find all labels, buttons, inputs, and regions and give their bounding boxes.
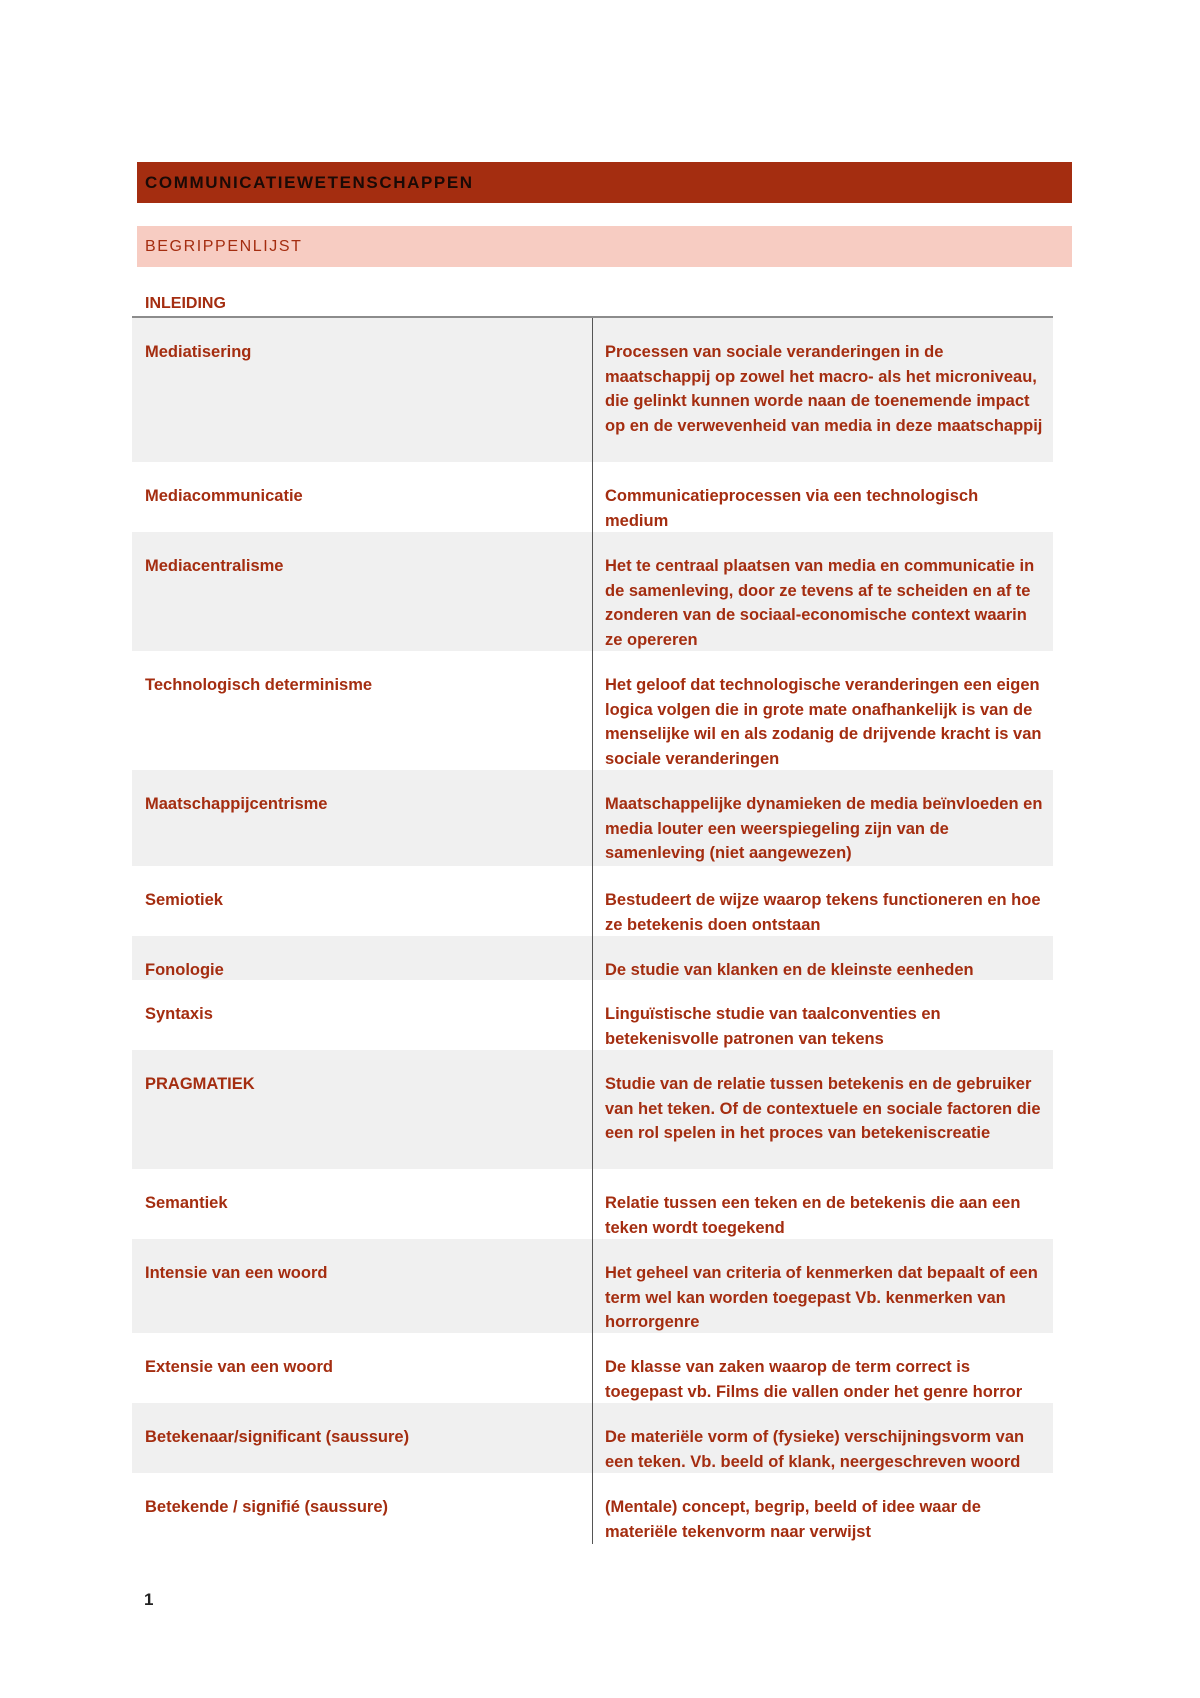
term-cell: Betekende / signifié (saussure) — [145, 1498, 388, 1516]
term-cell: Betekenaar/significant (saussure) — [145, 1428, 410, 1446]
definition-cell: Studie van de relatie tussen betekenis en de gebruiker van het teken. Of de contextuele en sociale factoren die een rol spelen in het proces van betekeniscreatie — [605, 1075, 1041, 1142]
document-title: COMMUNICATIEWETENSCHAPPEN — [145, 172, 474, 192]
definition-cell: De materiële vorm of (fysieke) verschijningsvorm van een teken. Vb. beeld of klank, neergeschreven woord — [605, 1428, 1025, 1471]
term-cell: Intensie van een woord — [145, 1264, 328, 1282]
definition-cell: Linguïstische studie van taalconventies en betekenisvolle patronen van tekens — [605, 1005, 941, 1048]
definition-cell: Communicatieprocessen via een technologisch medium — [605, 487, 979, 530]
definition-cell: Bestudeert de wijze waarop tekens functioneren en hoe ze betekenis doen ontstaan — [605, 891, 1041, 934]
term-cell: Syntaxis — [145, 1005, 213, 1023]
definition-cell: Het geheel van criteria of kenmerken dat bepaalt of een term wel kan worden toegepast Vb. kenmerken van horrorgenre — [605, 1264, 1038, 1331]
term-cell: Maatschappijcentrisme — [145, 795, 328, 813]
term-cell: PRAGMATIEK — [145, 1075, 255, 1093]
term-cell: Mediacommunicatie — [145, 487, 303, 505]
definition-cell: Het geloof dat technologische veranderingen een eigen logica volgen die in grote mate onafhankelijk is van de menselijke wil en als zodanig de drijvende kracht is van sociale veranderingen — [605, 676, 1042, 768]
term-cell: Mediatisering — [145, 343, 252, 361]
definition-cell: Het te centraal plaatsen van media en communicatie in de samenleving, door ze tevens af te scheiden en af te zonderen van de sociaal-economische context waarin ze opereren — [605, 557, 1035, 649]
definition-cell: (Mentale) concept, begrip, beeld of idee waar de materiële tekenvorm naar verwijst — [605, 1498, 981, 1541]
definition-cell: De klasse van zaken waarop de term correct is toegepast vb. Films die vallen onder het genre horror — [605, 1358, 1023, 1401]
document-title-bar — [137, 162, 1072, 203]
page-number: 1 — [144, 1590, 154, 1609]
term-cell: Fonologie — [145, 961, 224, 979]
subtitle-bar — [137, 226, 1072, 267]
definition-cell: Relatie tussen een teken en de betekenis die aan een teken wordt toegekend — [605, 1194, 1021, 1237]
term-cell: Semiotiek — [145, 891, 223, 909]
term-cell: Semantiek — [145, 1194, 228, 1212]
definition-cell: De studie van klanken en de kleinste eenheden — [605, 961, 974, 979]
definition-cell: Maatschappelijke dynamieken de media beïnvloeden en media louter een weerspiegeling zijn van de samenleving (niet aangewezen) — [605, 795, 1043, 862]
column-divider — [592, 318, 593, 1544]
section-heading: INLEIDING — [145, 295, 226, 312]
term-cell: Technologisch determinisme — [145, 676, 373, 694]
term-cell: Mediacentralisme — [145, 557, 284, 575]
document-subtitle: BEGRIPPENLIJST — [145, 237, 303, 255]
term-cell: Extensie van een woord — [145, 1358, 333, 1376]
definition-cell: Processen van sociale veranderingen in de maatschappij op zowel het macro- als het microniveau, die gelinkt kunnen worde naan de toenemende impact op en de verwevenheid van media in deze maatschappij — [605, 343, 1043, 435]
